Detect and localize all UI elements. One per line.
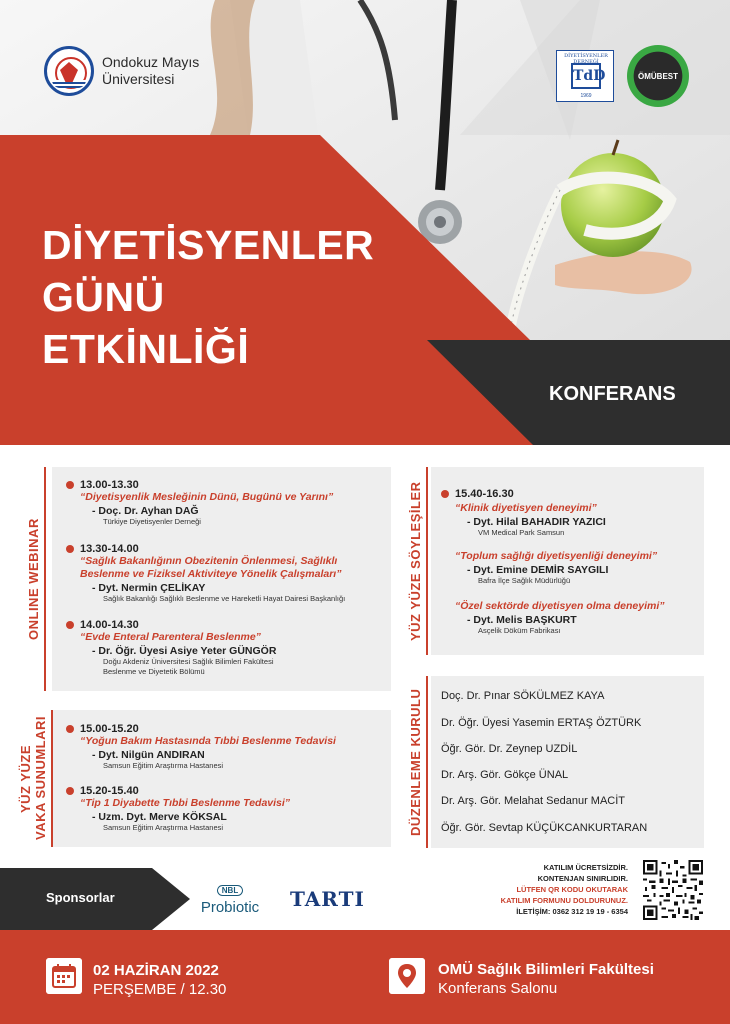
- interviews-time: 15.40-16.30: [455, 488, 514, 500]
- title-line2: GÜNÜ: [42, 274, 165, 320]
- interview-item-3: “Özel sektörde diyetisyen olma deneyimi” - Dyt. Melis BAŞKURT Asçelik Döküm Fabrikası: [455, 600, 665, 635]
- title-line1: DİYETİSYENLER: [42, 222, 375, 268]
- sponsors-label: Sponsorlar: [46, 890, 115, 905]
- event-date: 02 HAZİRAN 2022: [93, 962, 219, 979]
- webinar-item-3: 14.00-14.30 “Evde Enteral Parenteral Beslenme” - Dr. Öğr. Üyesi Asiye Yeter GÜNGÖR Doğu Akdeniz Üniversitesi Sağlık Bilimleri Fakültesi Beslenme ve Diyetetik Bölümü: [80, 619, 277, 676]
- interview-item-1: “Klinik diyetisyen deneyimi” - Dyt. Hilal BAHADIR YAZICI VM Medical Park Samsun: [455, 502, 606, 537]
- title-line3: ETKİNLİĞİ: [42, 326, 250, 372]
- nbl-probiotic-logo: NBL Probiotic: [200, 886, 260, 916]
- calendar-icon: [46, 958, 82, 994]
- case-item-1: 15.00-15.20 “Yoğun Bakım Hastasında Tıbbi Beslenme Tedavisi - Dyt. Nilgün ANDIRAN Samsun Eğitim Araştırma Hastanesi: [80, 723, 336, 770]
- committee-member: Dr. Arş. Gör. Gökçe ÜNAL: [441, 769, 569, 781]
- committee-label: DÜZENLEME KURULU: [408, 688, 423, 836]
- webinar-item-2: 13.30-14.00 “Sağlık Bakanlığının Obezitenin Önlenmesi, Sağlıklı Beslenme ve Fiziksel Aktiviteye Yönelik Çalışmaları” - Dyt. Nermin ÇELİKAY Sağlık Bakanlığı Sağlıklı Beslenme ve Hareketli Hayat Dairesi Başkanlığı: [80, 543, 346, 603]
- webinar-label: ONLINE WEBINAR: [26, 518, 41, 640]
- committee-member: Doç. Dr. Pınar SÖKÜLMEZ KAYA: [441, 690, 605, 702]
- webinar-divider: [44, 467, 46, 691]
- interviews-divider: [426, 467, 428, 655]
- interviews-label: YÜZ YÜZE SÖYLEŞİLER: [408, 481, 423, 641]
- committee-member: Öğr. Gör. Dr. Zeynep UZDİL: [441, 743, 578, 755]
- university-name: Ondokuz Mayıs Üniversitesi: [102, 54, 200, 87]
- committee-member: Öğr. Gör. Sevtap KÜÇÜKCANKURTARAN: [441, 822, 648, 834]
- event-location: OMÜ Sağlık Bilimleri Fakültesi: [438, 961, 654, 978]
- omu-seal-icon: [44, 46, 94, 96]
- committee-member: Dr. Arş. Gör. Melahat Sedanur MACİT: [441, 795, 626, 807]
- diyetisyenler-dernegi-logo: DİYETİSYENLER DERNEĞİ TdD 1969: [556, 50, 614, 102]
- qr-code[interactable]: [643, 860, 703, 920]
- interview-item-2: “Toplum sağlığı diyetisyenliği deneyimi” - Dyt. Emine DEMİR SAYGILI Bafra İlçe Sağlık Müdürlüğü: [455, 550, 658, 585]
- event-day-time: PERŞEMBE / 12.30: [93, 981, 227, 998]
- event-room: Konferans Salonu: [438, 980, 558, 997]
- omubest-logo: ÖMÜBEST: [627, 45, 689, 107]
- webinar-item-1: 13.00-13.30 “Diyetisyenlik Mesleğinin Dünü, Bugünü ve Yarını” - Doç. Dr. Ayhan DAĞ Türkiye Diyetisyenler Derneği: [80, 479, 334, 526]
- case-label: YÜZ YÜZE VAKA SUNUMLARI: [18, 716, 48, 841]
- case-item-2: 15.20-15.40 “Tip 1 Diyabette Tıbbi Beslenme Tedavisi” - Uzm. Dyt. Merve KÖKSAL Samsun Eğitim Araştırma Hastanesi: [80, 785, 291, 832]
- committee-divider: [426, 676, 428, 848]
- case-divider: [51, 710, 53, 847]
- location-pin-icon: [389, 958, 425, 994]
- participation-info: KATILIM ÜCRETSİZDİR. KONTENJAN SINIRLIDIR. LÜTFEN QR KODU OKUTARAK KATILIM FORMUNU DOLDURUNUZ. İLETİŞİM: 0362 312 19 19 - 6354: [500, 863, 628, 916]
- hero: [0, 0, 730, 445]
- committee-member: Dr. Öğr. Üyesi Yasemin ERTAŞ ÖZTÜRK: [441, 717, 642, 729]
- tarti-logo: TARTI: [290, 887, 365, 911]
- subtitle-konferans: KONFERANS: [549, 383, 676, 405]
- omu-logo: [44, 46, 199, 96]
